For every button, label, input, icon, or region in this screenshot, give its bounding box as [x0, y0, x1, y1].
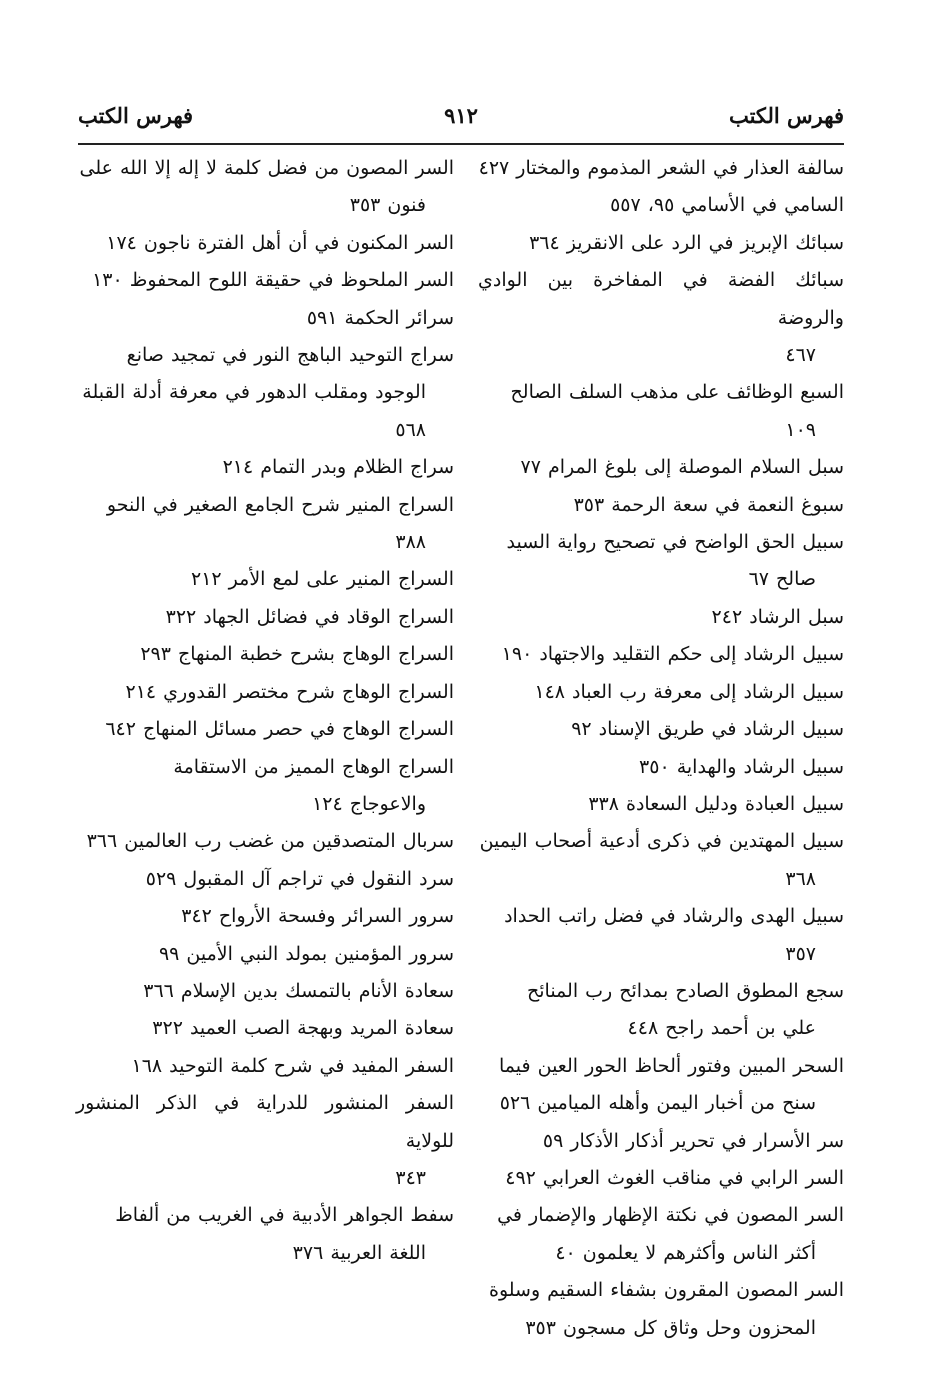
entry-title: السر الملحوظ في حقيقة اللوح المحفوظ ١٣٠ — [92, 269, 454, 292]
entry-continuation: ٣٤٣ — [395, 1166, 426, 1189]
index-entry — [478, 487, 844, 524]
entry-title: سربال المتصدقين من غضب رب العالمين ٣٦٦ — [86, 830, 454, 853]
index-entry — [76, 1048, 454, 1085]
entry-title: سجع المطوق الصادح بمدائح رب المنائح — [526, 979, 844, 1002]
entry-title: سالفة العذار في الشعر المذموم والمختار ٤٢٧ — [478, 157, 844, 179]
entry-title: السراج الوهاج المميز من الاستقامة — [173, 755, 454, 778]
index-entry — [478, 973, 844, 1048]
index-entry — [478, 599, 844, 636]
entry-title: سبل السلام الموصلة إلى بلوغ المرام ٧٧ — [520, 456, 844, 479]
index-entry — [76, 337, 454, 449]
index-entry — [478, 823, 844, 898]
entry-title: سبيل الرشاد والهداية ٣٥٠ — [639, 755, 844, 778]
entry-title: السفر المفيد في شرح كلمة التوحيد ١٦٨ — [131, 1054, 454, 1077]
index-entry — [76, 674, 454, 711]
header-rule — [78, 143, 844, 145]
index-entry — [478, 374, 844, 449]
index-entry — [478, 187, 844, 224]
entry-title: سرور المؤمنين بمولد النبي الأمين ٩٩ — [158, 942, 454, 965]
entry-title: سفط الجواهر الأدبية في الغريب من ألفاظ — [115, 1204, 454, 1227]
index-entry — [478, 786, 844, 823]
entry-continuation: المحزون وحل وثاق كل مسجون ٣٥٣ — [525, 1316, 816, 1339]
index-entry — [76, 487, 454, 562]
entry-title: سراج الظلام وبدر التمام ٢١٤ — [222, 456, 454, 479]
entry-title: سبيل العبادة ودليل السعادة ٣٣٨ — [588, 792, 844, 815]
entry-title: سعادة المريد وبهجة الصب العميد ٣٢٢ — [152, 1017, 454, 1040]
page-number: ٩١٢ — [444, 103, 478, 128]
entry-title: السحر المبين وفتور ألحاظ الحور العين فيما — [498, 1054, 844, 1077]
entry-title: السراج الوهاج بشرح خطبة المنهاج ٢٩٣ — [140, 643, 454, 666]
entry-title: سراج التوحيد الباهج النور في تمجيد صانع — [126, 344, 454, 367]
entry-continuation: علي بن أحمد راجح ٤٤٨ — [627, 1017, 816, 1040]
index-entry — [76, 262, 454, 299]
entry-title: سبائك الفضة في المفاخرة بين الوادي والروضة — [478, 269, 844, 329]
entry-title: السر الرابي في مناقب الغوث العرابي ٤٩٢ — [505, 1166, 844, 1189]
index-entry — [76, 711, 454, 748]
index-entry — [76, 1197, 454, 1272]
entry-continuation: ٣٥٧ — [785, 942, 816, 965]
entry-title: السراج الوهاج في حصر مسائل المنهاج ٦٤٢ — [105, 718, 454, 741]
entry-title: السر المصون المقرون بشفاء السقيم وسلوة — [488, 1279, 844, 1302]
entry-continuation: والاعوجاج ١٢٤ — [312, 792, 426, 815]
index-entry — [478, 636, 844, 673]
entry-continuation: ٤٦٧ — [785, 344, 816, 367]
entry-title: السراج الوقاد في فضائل الجهاد ٣٢٢ — [165, 605, 454, 628]
index-entry — [478, 898, 844, 973]
entry-continuation: ١٠٩ — [785, 418, 816, 441]
running-title-right: فهرس الكتب — [728, 103, 844, 128]
index-entry — [76, 1010, 454, 1047]
entry-continuation: اللغة العربية ٣٧٦ — [292, 1241, 426, 1264]
index-entry — [76, 449, 454, 486]
entry-title: سبل الرشاد ٢٤٢ — [711, 605, 844, 628]
index-entry — [76, 300, 454, 337]
entry-title: السر المصون في نكتة الإظهار والإضمار في — [497, 1204, 844, 1227]
entry-title: سرائر الحكمة ٥٩١ — [306, 306, 454, 329]
index-entry — [478, 449, 844, 486]
index-entry — [478, 262, 844, 374]
entry-title: السراج المنير على لمع الأمر ٢١٢ — [191, 568, 454, 591]
index-entry — [76, 599, 454, 636]
entry-title: السر المكنون في أن أهل الفترة ناجون ١٧٤ — [106, 231, 454, 254]
index-entry — [478, 1272, 844, 1347]
index-entry — [478, 225, 844, 262]
index-entry — [76, 749, 454, 824]
entry-title: سرد النقول في تراجم آل المقبول ٥٢٩ — [145, 867, 454, 890]
entry-title: السر المصون من فضل كلمة لا إله إلا الله على — [79, 157, 454, 179]
index-entry — [76, 636, 454, 673]
index-entry — [478, 1123, 844, 1160]
index-entry — [76, 225, 454, 262]
index-entry — [76, 936, 454, 973]
entry-title: السراج الوهاج شرح مختصر القدوري ٢١٤ — [125, 680, 454, 703]
entry-continuation: صالح ٦٧ — [748, 568, 816, 591]
entry-continuation: ٣٨٨ — [395, 531, 426, 554]
entry-title: السفر المنشور للدراية في الذكر المنشور للولاية — [76, 1092, 454, 1152]
entry-title: سرور السرائر وفسحة الأرواح ٣٤٢ — [181, 905, 454, 928]
index-column-left — [76, 150, 454, 1272]
entry-title: السراج المنير شرح الجامع الصغير في النحو — [106, 493, 454, 516]
index-entry — [478, 524, 844, 599]
entry-title: سبيل الرشاد إلى حكم التقليد والاجتهاد ١٩٠ — [501, 643, 844, 666]
page-header — [78, 96, 844, 136]
running-title-left: فهرس الكتب — [78, 103, 194, 128]
entry-title: سبيل المهتدين في ذكرى أدعية أصحاب اليمين — [479, 830, 844, 853]
entry-title: سعادة الأنام بالتمسك بدين الإسلام ٣٦٦ — [143, 979, 454, 1002]
entry-title: سبيل الرشاد في طريق الإسناد ٩٢ — [571, 718, 844, 741]
entry-title: السبع الوظائف على مذهب السلف الصالح — [510, 381, 844, 404]
index-entry — [76, 898, 454, 935]
index-entry — [76, 150, 454, 225]
index-column-right — [478, 150, 844, 1347]
index-entry — [478, 711, 844, 748]
entry-title: سبوغ النعمة في سعة الرحمة ٣٥٣ — [573, 493, 844, 516]
entry-continuation: الوجود ومقلب الدهور في معرفة أدلة القبلة — [82, 381, 426, 404]
index-entry — [478, 1197, 844, 1272]
entry-continuation: سنح من أخبار اليمن وأهله الميامين ٥٢٦ — [499, 1092, 816, 1115]
index-entry — [76, 861, 454, 898]
index-entry — [478, 1048, 844, 1123]
index-entry — [76, 561, 454, 598]
index-entry — [478, 1160, 844, 1197]
entry-title: سبيل الرشاد إلى معرفة رب العباد ١٤٨ — [534, 680, 844, 703]
entry-title: سبائك الإبريز في الرد على الانقريز ٣٦٤ — [529, 231, 844, 254]
entry-continuation: ٥٦٨ — [395, 418, 426, 441]
entry-title: السامي في الأسامي ٩٥، ٥٥٧ — [610, 194, 844, 217]
entry-title: سر الأسرار في تحرير أذكار الأذكار ٥٩ — [542, 1129, 844, 1152]
index-entry — [478, 749, 844, 786]
index-entry — [76, 1085, 454, 1197]
index-entry — [478, 674, 844, 711]
entry-continuation: فنون ٣٥٣ — [349, 194, 426, 217]
entry-continuation: ٣٦٨ — [785, 867, 816, 890]
index-entry — [76, 973, 454, 1010]
index-entry — [478, 150, 844, 187]
entry-continuation: أكثر الناس وأكثرهم لا يعلمون ٤٠ — [555, 1241, 816, 1264]
entry-title: سبيل الحق الواضح في تصحيح رواية السيد — [506, 531, 844, 554]
index-entry — [76, 823, 454, 860]
entry-title: سبيل الهدى والرشاد في فضل راتب الحداد — [504, 905, 844, 928]
